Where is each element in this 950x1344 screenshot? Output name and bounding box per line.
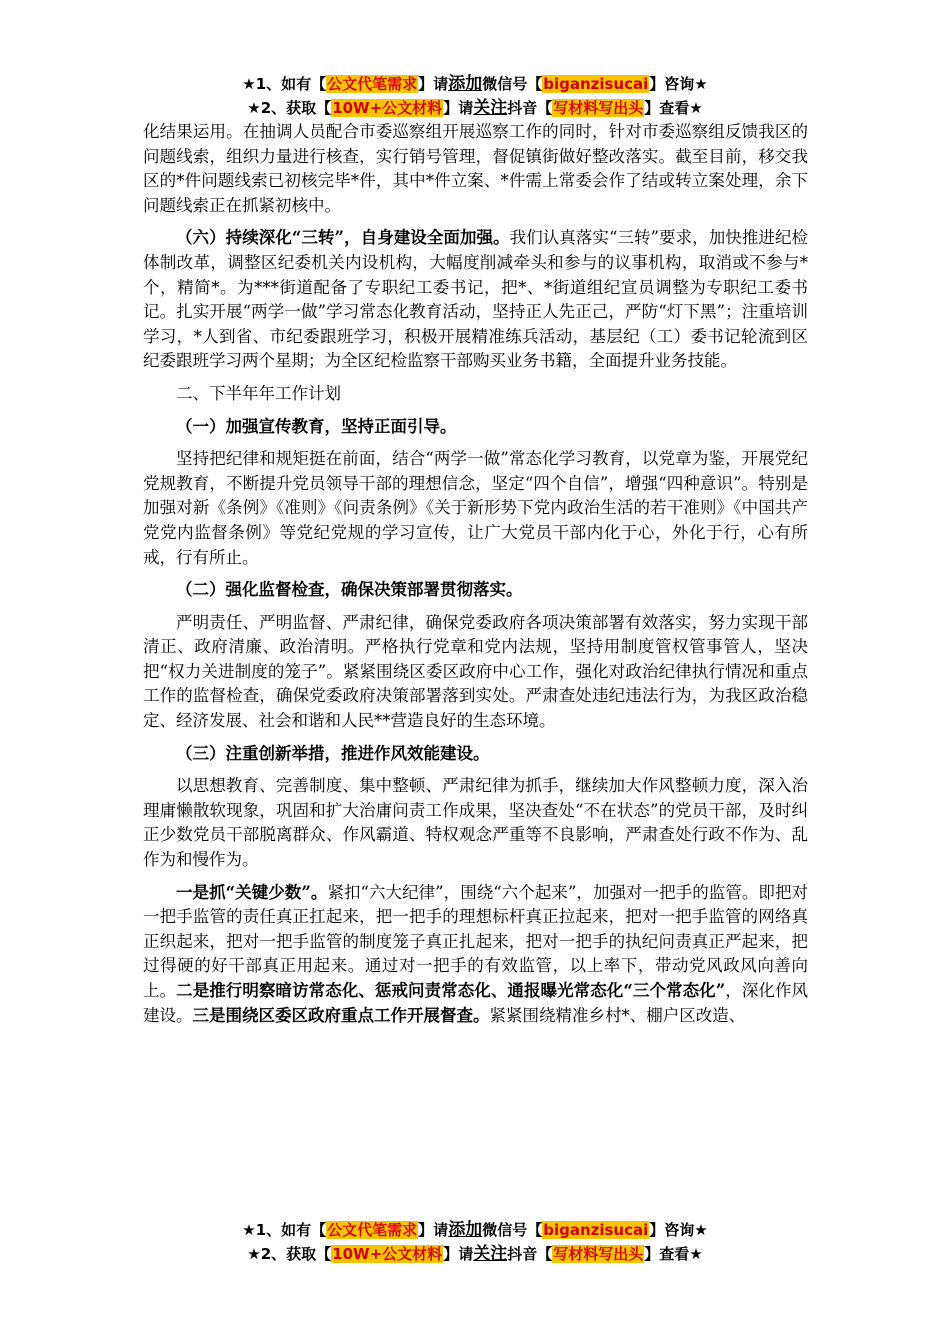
- banner-line-1: [0, 1218, 950, 1242]
- paragraph: 坚持把纪律和规矩挺在前面，结合“两学一做”常态化学习教育，以党章为鉴，开展党纪党规教育，不断提升党员领导干部的理想信念，坚定“四个自信”，增强“四种意识”。特别是加强对新《条例》《准则》《问责条例》《关于新形势下党内政治生活的若干准则》《中国共产党党内监督条例》等党纪党规的学习宣传，让广大党员干部内化于心，外化于行，心有所戒，行有所止。: [143, 449, 808, 567]
- paragraph: 化结果运用。在抽调人员配合市委巡察组开展巡察工作的同时，针对市委巡察组反馈我区的问题线索，组织力量进行核查，实行销号管理，督促镇街做好整改落实。截至目前，移交我区的*件问题线索已初核完毕*件，其中*件立案、*件需上常委会作了结或转立案处理，余下问题线索正在抓紧初核中。: [143, 122, 808, 215]
- banner-text: 】咨询★: [649, 1221, 708, 1239]
- banner-text: ★2、获取【: [247, 1245, 332, 1263]
- banner-text: 微信号【: [482, 1221, 543, 1239]
- banner-text: 】请: [443, 1245, 474, 1263]
- highlight-douyin: 写材料写出头: [553, 99, 644, 117]
- banner-text: 】请: [443, 99, 474, 117]
- banner-line-1: [0, 72, 950, 96]
- section-heading-inline: （六）持续深化“三转”，自身建设全面加强。: [176, 228, 510, 248]
- banner-line-2: [0, 1242, 950, 1266]
- banner-text: 】请: [418, 75, 449, 93]
- banner-text: 微信号【: [482, 75, 543, 93]
- paragraph-text: 我们认真落实“三转”要求，加快推进纪检体制改革，调整区纪委机关内设机构，大幅度削减牵头和参与的议事机构，取消或不参与*个，精简*。为***街道配备了专职纪工委书记，把*、*街道组纪宣员调整为专职纪工委书记。扎实开展“两学一做”学习常态化教育活动，坚持正人先正己，严防“灯下黑”；注重培训学习，*人到省、市纪委跟班学习，积极开展精准练兵活动，基层纪（工）委书记轮流到区纪委跟班学习两个星期；为全区纪检监察干部购买业务书籍，全面提升业务技能。: [143, 228, 808, 371]
- highlight-materials: 10W+公文材料: [332, 99, 443, 117]
- highlight-service: 公文代笔需求: [327, 1221, 418, 1239]
- bold-lead: 二是推行明察暗访常态化、惩戒问责常态化、通报曝光常态化“三个常态化”: [176, 981, 726, 1000]
- highlight-douyin: 写材料写出头: [553, 1245, 644, 1263]
- banner-text: ★2、获取【: [247, 99, 332, 117]
- banner-text: 抖音【: [507, 1245, 553, 1263]
- subsection-heading: （二）强化监督检查，确保决策部署贯彻落实。: [176, 580, 523, 600]
- paragraph: [143, 226, 808, 374]
- banner-text: 】咨询★: [649, 75, 708, 93]
- paragraph-text: ，深化作风建设。: [143, 981, 809, 1025]
- paragraph-text: 紧扣“六大纪律”，围绕“六个起来”，加强对一把手的监管。即把对一把手监管的责任真正扛起来，把一把手的理想标杆真正拉起来，把对一把手监管的网络真正织起来，把对一把手监管的制度笼子真正扎起来，把对一把手的执纪问责真正严起来，把过得硬的好干部真正用起来。通过对一把手的有效监管，以上率下，带动党风政风向善向上。: [143, 882, 809, 1000]
- banner-text: 】查看★: [644, 99, 703, 117]
- document-body: [143, 120, 808, 1028]
- subsection-heading: （一）加强宣传教育，坚持正面引导。: [176, 416, 457, 436]
- highlight-materials: 10W+公文材料: [332, 1245, 443, 1263]
- bold-lead: 三是围绕区委区政府重点工作开展督查。: [192, 1005, 490, 1025]
- banner-emphasis: 关注: [473, 1244, 508, 1264]
- header-banner: [0, 72, 950, 120]
- highlight-service: 公文代笔需求: [327, 75, 418, 93]
- paragraph: 以思想教育、完善制度、集中整顿、严肃纪律为抓手，继续加大作风整顿力度，深入治理庸懒散软现象，巩固和扩大治庸问责工作成果，坚决查处“不在状态”的党员干部，及时纠正少数党员干部脱离群众、作风霸道、特权观念严重等不良影响，严肃查处行政不作为、乱作为和慢作为。: [143, 776, 808, 870]
- banner-text: ★1、如有【: [242, 75, 327, 93]
- paragraph-text: 紧紧围绕精准乡村*、棚户区改造、: [489, 1005, 746, 1025]
- banner-text: 】请: [418, 1221, 449, 1239]
- paragraph: 严明责任、严明监督、严肃纪律，确保党委政府各项决策部署有效落实，努力实现干部清正、政府清廉、政治清明。严格执行党章和党内法规，坚持用制度管权管事管人，坚决把“权力关进制度的笼子”。紧紧围绕区委区政府中心工作，强化对政治纪律执行情况和重点工作的监督检查，确保党委政府决策部署落到实处。严肃查处违纪违法行为，为我区政治稳定、经济发展、社会和谐和人民**营造良好的生态环境。: [143, 612, 808, 731]
- banner-text: ★1、如有【: [242, 1221, 327, 1239]
- paragraph: [143, 881, 808, 1029]
- highlight-wechat-id: biganzisucai: [543, 75, 649, 93]
- banner-emphasis: 关注: [473, 98, 508, 118]
- section-heading: 二、下半年年工作计划: [176, 383, 341, 403]
- banner-line-2: [0, 96, 950, 120]
- bold-lead: 一是抓“关键少数”。: [176, 882, 328, 902]
- subsection-heading: （三）注重创新举措，推进作风效能建设。: [176, 743, 490, 763]
- banner-emphasis: 添加: [448, 1220, 483, 1240]
- banner-emphasis: 添加: [448, 74, 483, 94]
- highlight-wechat-id: biganzisucai: [543, 1221, 649, 1239]
- footer-banner: [0, 1218, 950, 1266]
- banner-text: 抖音【: [507, 99, 553, 117]
- banner-text: 】查看★: [644, 1245, 703, 1263]
